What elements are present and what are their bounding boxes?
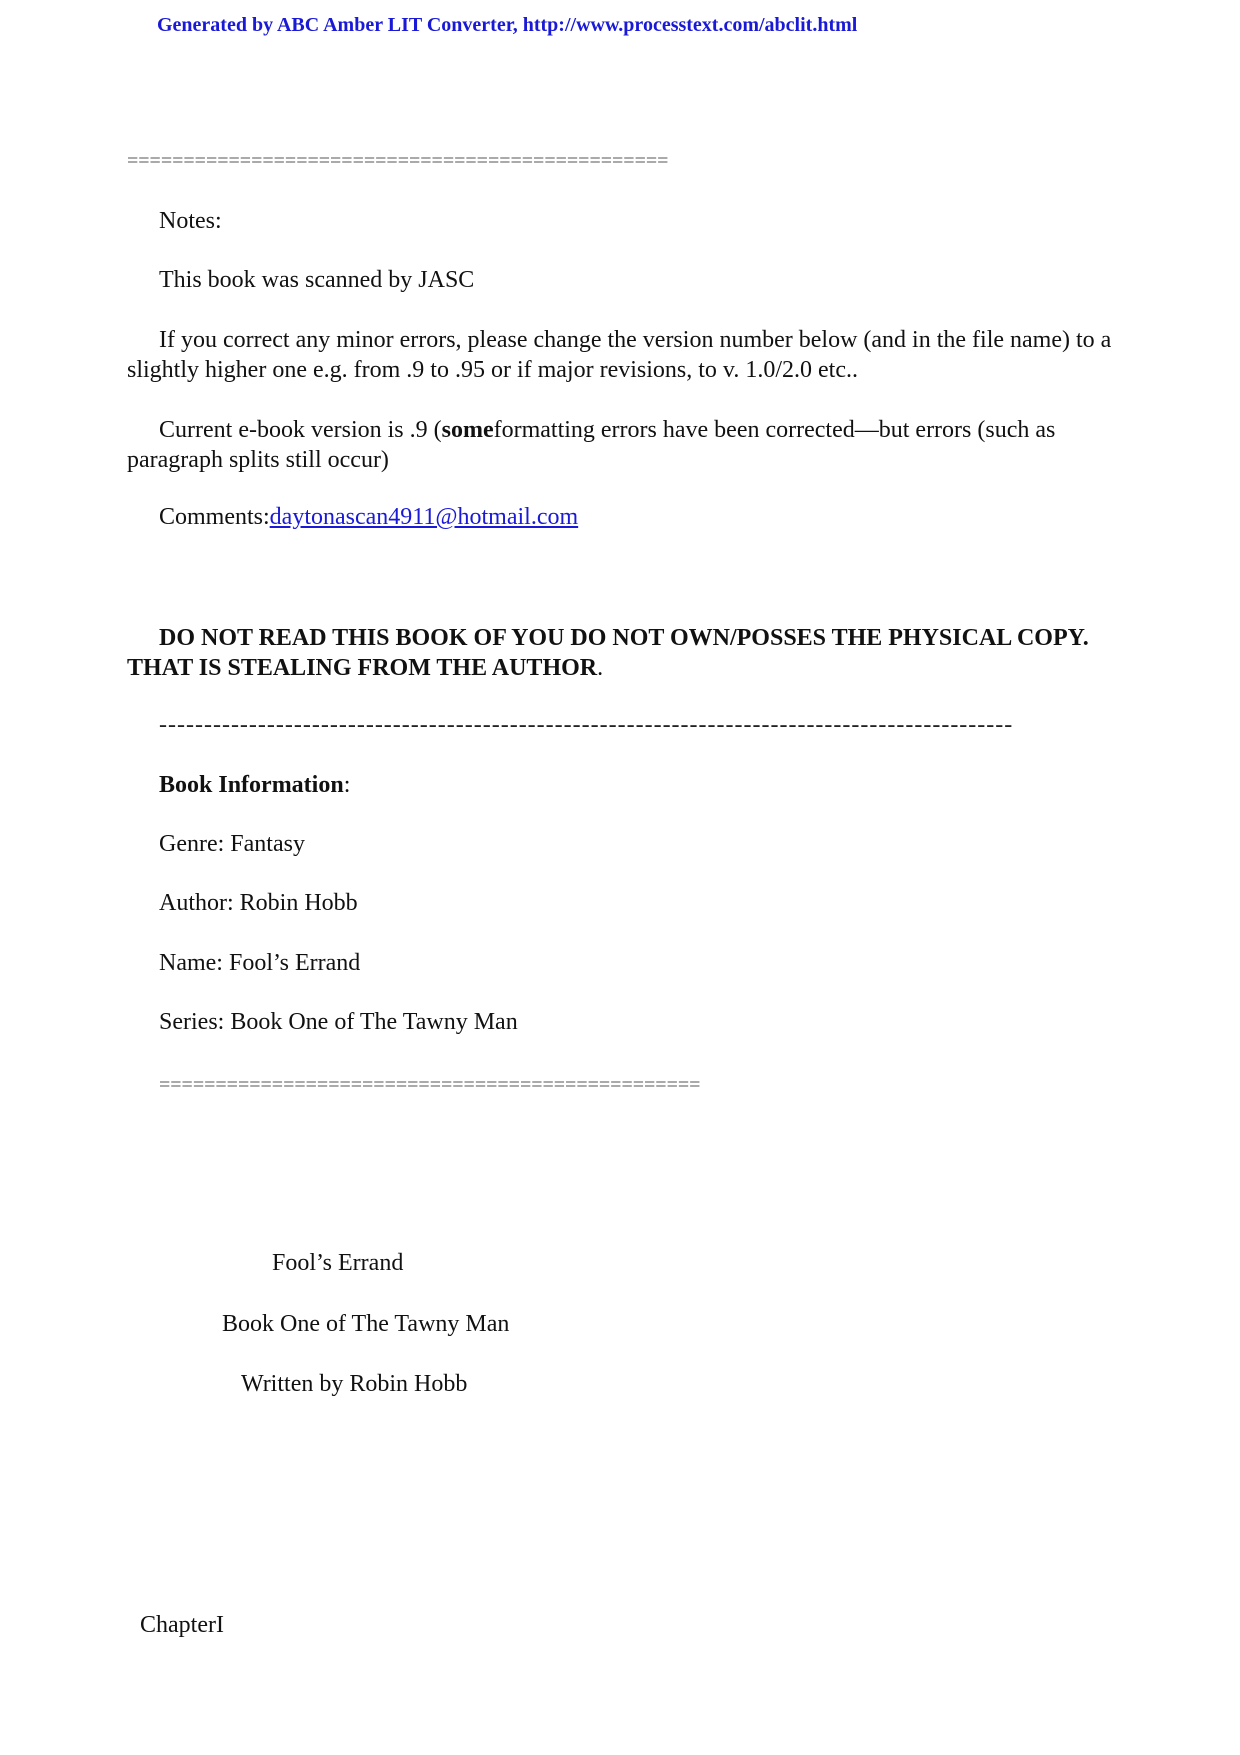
copyright-warning [127,623,1117,683]
version-bold-word: some [441,417,494,443]
author-line: Author: Robin Hobb [159,890,358,916]
converter-banner: Generated by ABC Amber LIT Converter, http://www.processtext.com/abclit.html [157,14,858,36]
book-subtitle: Book One of The Tawny Man [222,1311,510,1337]
name-line: Name: Fool’s Errand [159,950,361,976]
scanned-by-text: This book was scanned by JASC [159,267,475,293]
warning-text: DO NOT READ THIS BOOK OF YOU DO NOT OWN/POSSES THE PHYSICAL COPY. THAT IS STEALING FROM THE AUTHOR [127,625,1089,681]
chapter-heading: ChapterI [140,1612,224,1638]
book-info-heading-colon: : [343,772,351,798]
dashed-divider: ----------------------------------------------------------------------------------------------- [159,712,1014,738]
genre-line: Genre: Fantasy [159,831,305,857]
top-rule: ================================================ [127,150,669,172]
version-prefix: Current e-book version is .9 ( [159,417,442,443]
book-info-heading [159,772,350,799]
corrections-paragraph: If you correct any minor errors, please change the version number below (and in the file name) to a slightly higher one e.g. from .9 to .95 or if major revisions, to v. 1.0/2.0 etc.. [127,327,1112,383]
version-suffix: formatting errors have been corrected—but errors (such as paragraph splits still occur) [127,417,1056,473]
series-line: Series: Book One of The Tawny Man [159,1009,518,1035]
notes-heading: Notes: [159,208,222,234]
comments-label: Comments: [159,504,270,530]
version-paragraph [127,415,1117,475]
comments-email-link[interactable]: daytonascan4911@hotmail.com [269,504,579,530]
comments-line [159,504,578,531]
book-info-heading-text: Book Information [159,772,344,798]
book-byline: Written by Robin Hobb [241,1371,468,1397]
book-title: Fool’s Errand [272,1250,404,1276]
warning-period: . [597,655,604,681]
bottom-rule: ================================================ [159,1074,701,1096]
